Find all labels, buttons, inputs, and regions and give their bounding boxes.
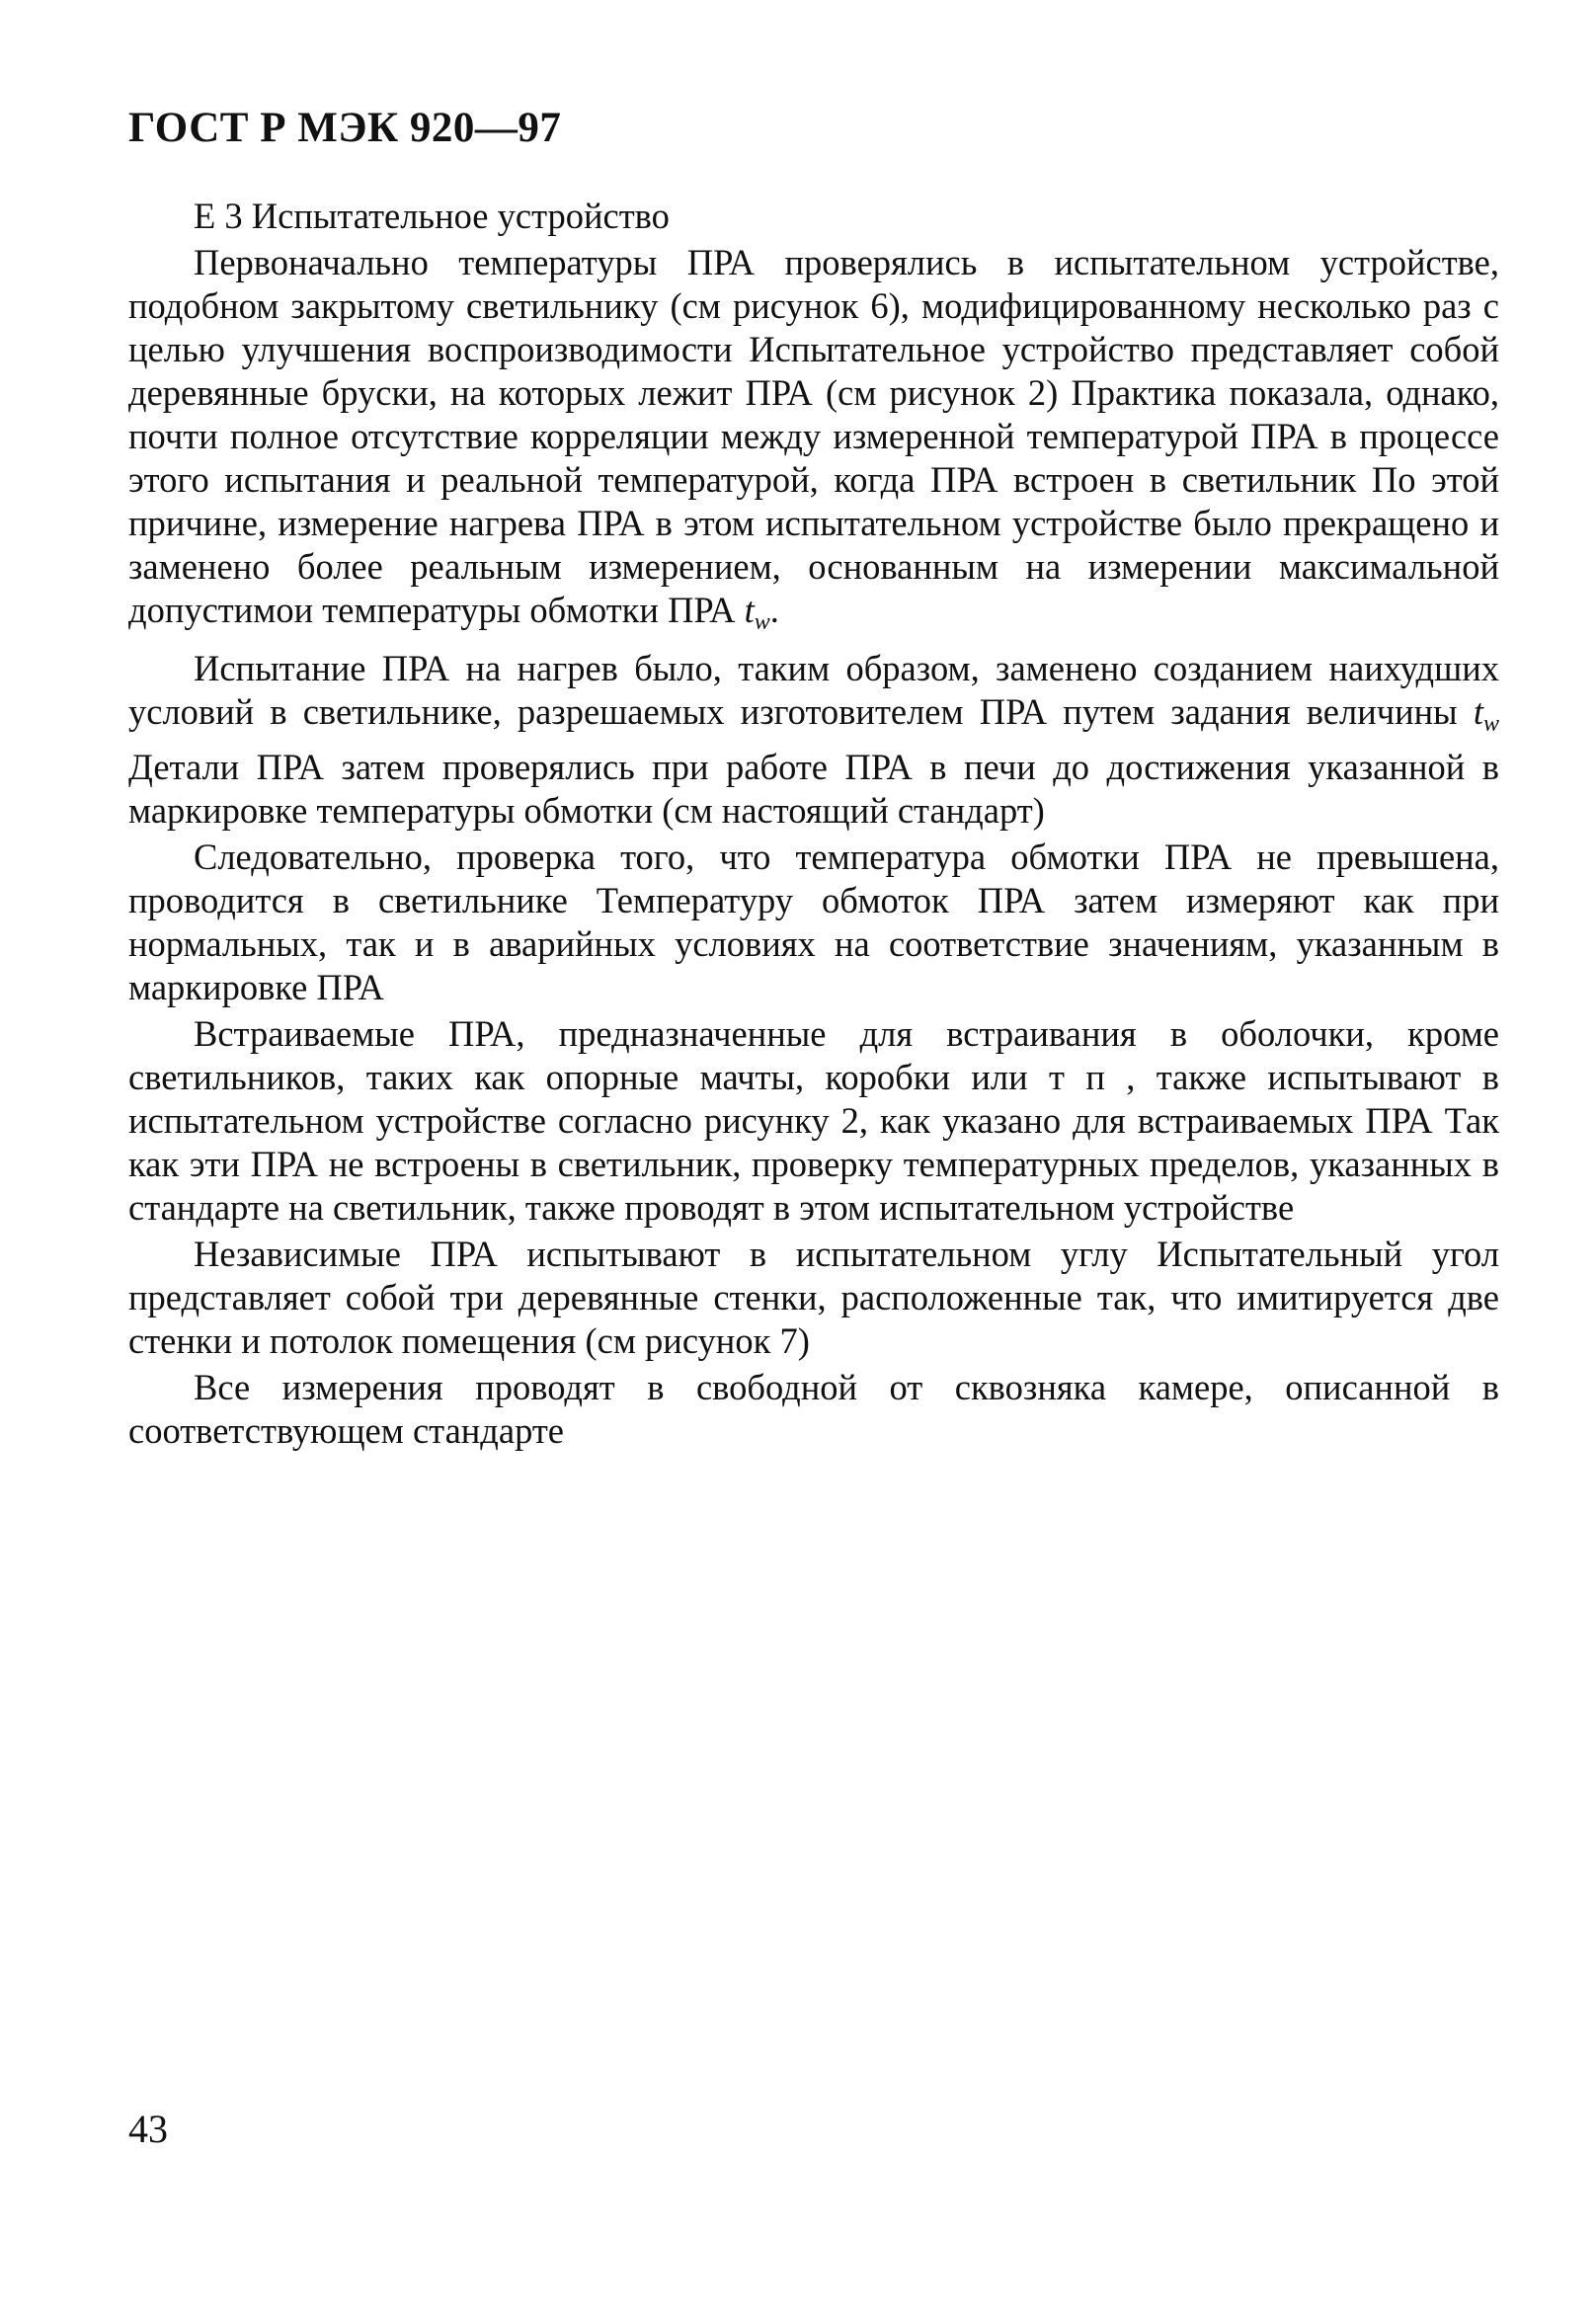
paragraph-5-text: Независимые ПРА испытывают в испытательном углу Испытательный угол представляет собой три деревянные стенки, расположенные так, что имитируется две стенки и потолок помещения (см рисунок 7) [128,1234,1499,1361]
document-header [128,104,561,152]
winding-temperature-index: w [754,609,770,635]
winding-temperature-symbol-2: t [1473,691,1483,732]
paragraph-1-text: Первоначально температуры ПРА проверялись в испытательном устройстве, подобном закрытому светильнику (см рисунок 6), модифицированному несколько раз с целью улучшения воспроизводимости Испытательное устройство представляет собой деревянные бруски, на которых лежит ПРА (см рисунок 2) Практика показала, однако, почти полное отсутствие корреляции между измеренной температурой ПРА в процессе этого испытания и реальной температурой, когда ПРА встроен в светильник По этой причине, измерение нагрева ПРА в этом испытательном устройстве было прекращено и заменено более реальным измерением, основанным на измерении максимальной допустимои температуры обмотки ПРА [128,242,1499,630]
paragraph-2 [128,647,1499,833]
section-title-text: Е 3 Испытательное устройство [194,196,670,236]
paragraph-4-text: Встраиваемые ПРА, предназначенные для встраивания в оболочки, кроме светильников, таких как опорные мачты, коробки или т п , также испытывают в испытательном устройстве согласно рисунку 2, как указано для встраиваемых ПРА Так как эти ПРА не встроены в светильник, проверку температурных пределов, указанных в стандарте на светильник, также проводят в этом испытательном устройстве [128,1013,1499,1228]
paragraph-3 [128,836,1499,1009]
standard-id: ГОСТ Р МЭК 920—97 [128,105,562,151]
paragraph-3-text: Следовательно, проверка того, что температура обмотки ПРА не превышена, проводится в светильнике Температуру обмоток ПРА затем измеряют как при нормальных, так и в аварийных условиях на соответствие значениям, указанным в маркировке ПРА [128,837,1499,1007]
paragraph-4 [128,1012,1499,1230]
winding-temperature-symbol: t [744,590,755,630]
winding-temperature-index-2: w [1482,711,1499,737]
paragraph-5 [128,1233,1499,1363]
document-body [128,195,1499,1456]
page-number-text: 43 [128,2107,168,2151]
paragraph-2-after: Детали ПРА затем проверялись при работе ПРА в печи до достижения указанной в маркировке температуры обмотки (см настоящий стандарт) [128,747,1499,831]
paragraph-1-tail: . [769,590,779,630]
paragraph-6-text: Все измерения проводят в свободной от сквозняка камере, описанной в соответствующем стандарте [128,1367,1499,1451]
paragraph-1 [128,241,1499,644]
page-number [128,2106,168,2152]
section-title [128,195,1499,238]
paragraph-2-before: Испытание ПРА на нагрев было, таким образом, заменено созданием наихудших условий в светильнике, разрешаемых изготовителем ПРА путем задания величины [128,648,1499,732]
paragraph-6 [128,1366,1499,1453]
